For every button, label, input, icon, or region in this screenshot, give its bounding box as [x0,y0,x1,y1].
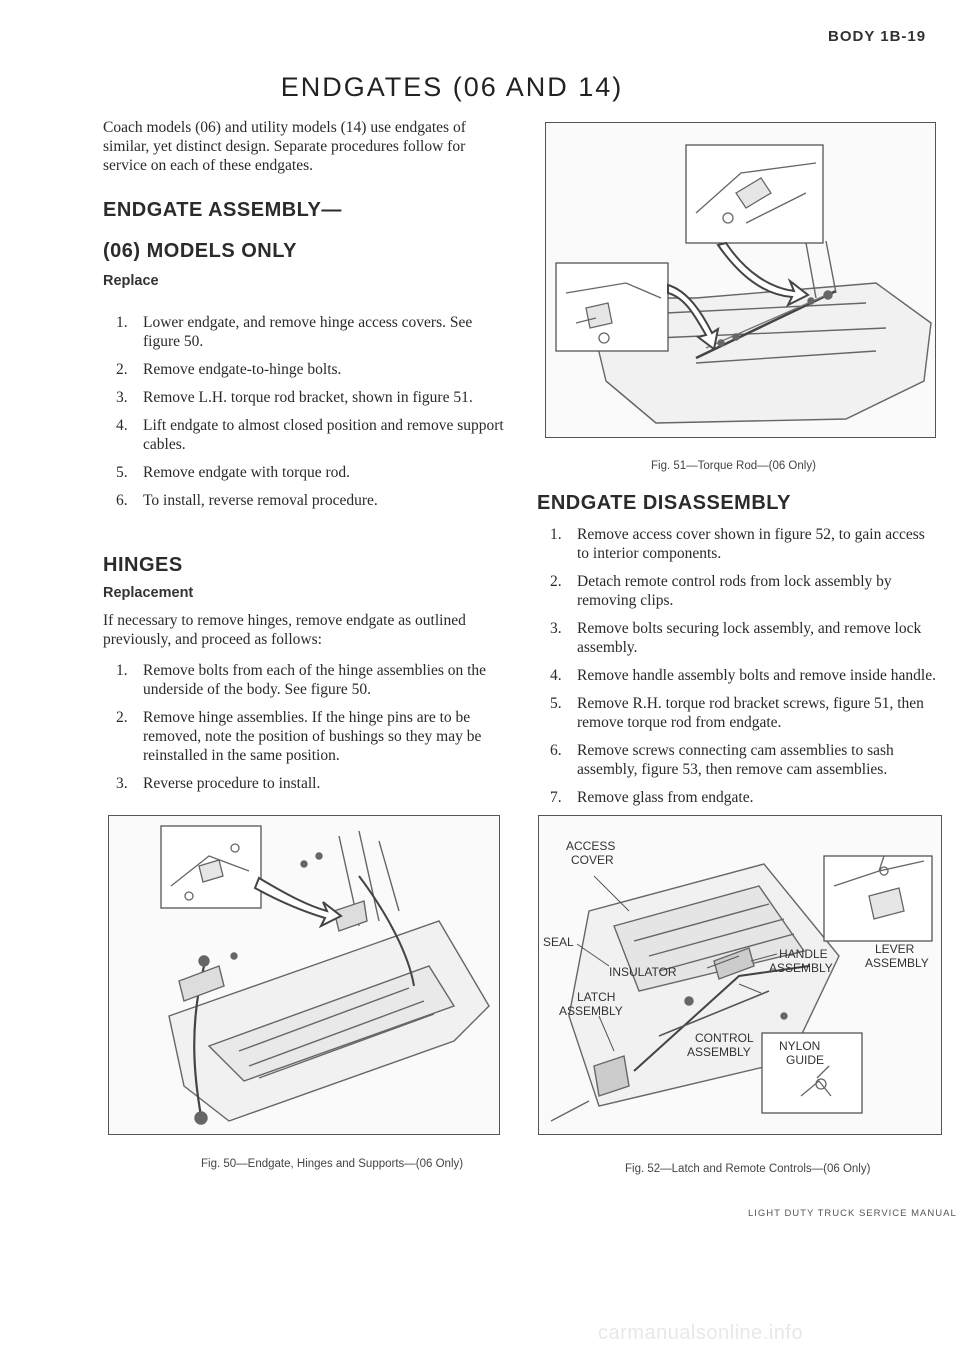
hinges-heading: HINGES [103,554,183,576]
list-item: 2. Remove endgate-to-hinge bolts. [116,361,342,378]
manual-footer: LIGHT DUTY TRUCK SERVICE MANUAL [748,1208,957,1219]
label-lever: LEVER [875,942,915,956]
figure-52-caption: Fig. 52—Latch and Remote Controls—(06 Only) [625,1163,871,1175]
intro-paragraph: Coach models (06) and utility models (14) use endgates of similar, yet distinct design. Separate procedures follow for service on each of these endgates. [103,119,466,174]
replacement-label: Replacement [103,585,194,601]
list-item: 4. Remove handle assembly bolts and remove inside handle. [550,667,936,684]
list-item: 7. Remove glass from endgate. [550,789,754,806]
label-handle: HANDLE [779,947,828,961]
label-guide: GUIDE [786,1053,825,1067]
label-seal: SEAL [543,935,574,949]
assembly-subheading: (06) MODELS ONLY [103,240,297,262]
list-item: 1. Remove bolts from each of the hinge assemblies on the underside of the body. See figure 50. [116,662,487,698]
replace-label: Replace [103,273,159,289]
page-title-wrap [0,72,960,103]
label-latch-assembly: ASSEMBLY [559,1004,623,1018]
list-item: 5. Remove R.H. torque rod bracket screws, figure 51, then remove torque rod from endgate. [550,695,924,731]
list-item: 2. Remove hinge assemblies. If the hinge pins are to be removed, note the position of bushings so they may be reinstalled in the same position. [116,709,482,764]
label-latch: LATCH [577,990,616,1004]
list-item: 3. Remove L.H. torque rod bracket, shown in figure 51. [116,389,473,406]
list-item: 3. Reverse procedure to install. [116,775,321,792]
endgate-hinges-drawing [109,816,499,1134]
label-handle-assembly: ASSEMBLY [769,961,833,975]
label-control-assembly: ASSEMBLY [687,1045,751,1059]
disassembly-heading: ENDGATE DISASSEMBLY [537,492,791,514]
list-item: 1. Remove access cover shown in figure 52, to gain access to interior components. [550,526,925,562]
assembly-steps [103,313,508,510]
running-head: BODY 1B-19 [828,28,927,45]
disassembly-steps [537,525,939,807]
hinges-intro: If necessary to remove hinges, remove endgate as outlined previously, and proceed as follows: [103,612,466,648]
list-item: 6. Remove screws connecting cam assemblies to sash assembly, figure 53, then remove cam assemblies. [550,742,894,778]
right-column [537,492,939,816]
label-insulator: INSULATOR [609,965,677,979]
left-column [103,118,508,802]
torque-rod-drawing [546,123,935,437]
list-item: 6. To install, reverse removal procedure. [116,492,378,509]
assembly-heading: ENDGATE ASSEMBLY— [103,199,342,221]
list-item: 2. Detach remote control rods from lock assembly by removing clips. [550,573,892,609]
list-item: 1. Lower endgate, and remove hinge access covers. See figure 50. [116,314,473,350]
figure-51-caption: Fig. 51—Torque Rod—(06 Only) [651,460,816,472]
label-access: ACCESS [566,839,616,853]
label-cover: COVER [571,853,614,867]
label-nylon: NYLON [779,1039,821,1053]
watermark: carmanualsonline.info [598,1322,804,1344]
figure-50-illustration [108,815,500,1135]
latch-remote-drawing [539,816,941,1134]
label-lever-assembly: ASSEMBLY [865,956,929,970]
page-title: ENDGATES (06 AND 14) [280,72,624,102]
figure-51-illustration [545,122,936,438]
list-item: 3. Remove bolts securing lock assembly, and remove lock assembly. [550,620,922,656]
figure-52-illustration [538,815,942,1135]
list-item: 4. Lift endgate to almost closed position and remove support cables. [116,417,504,453]
label-control: CONTROL [695,1031,754,1045]
figure-50-caption: Fig. 50—Endgate, Hinges and Supports—(06 Only) [201,1158,464,1170]
list-item: 5. Remove endgate with torque rod. [116,464,351,481]
hinges-steps [103,661,508,793]
